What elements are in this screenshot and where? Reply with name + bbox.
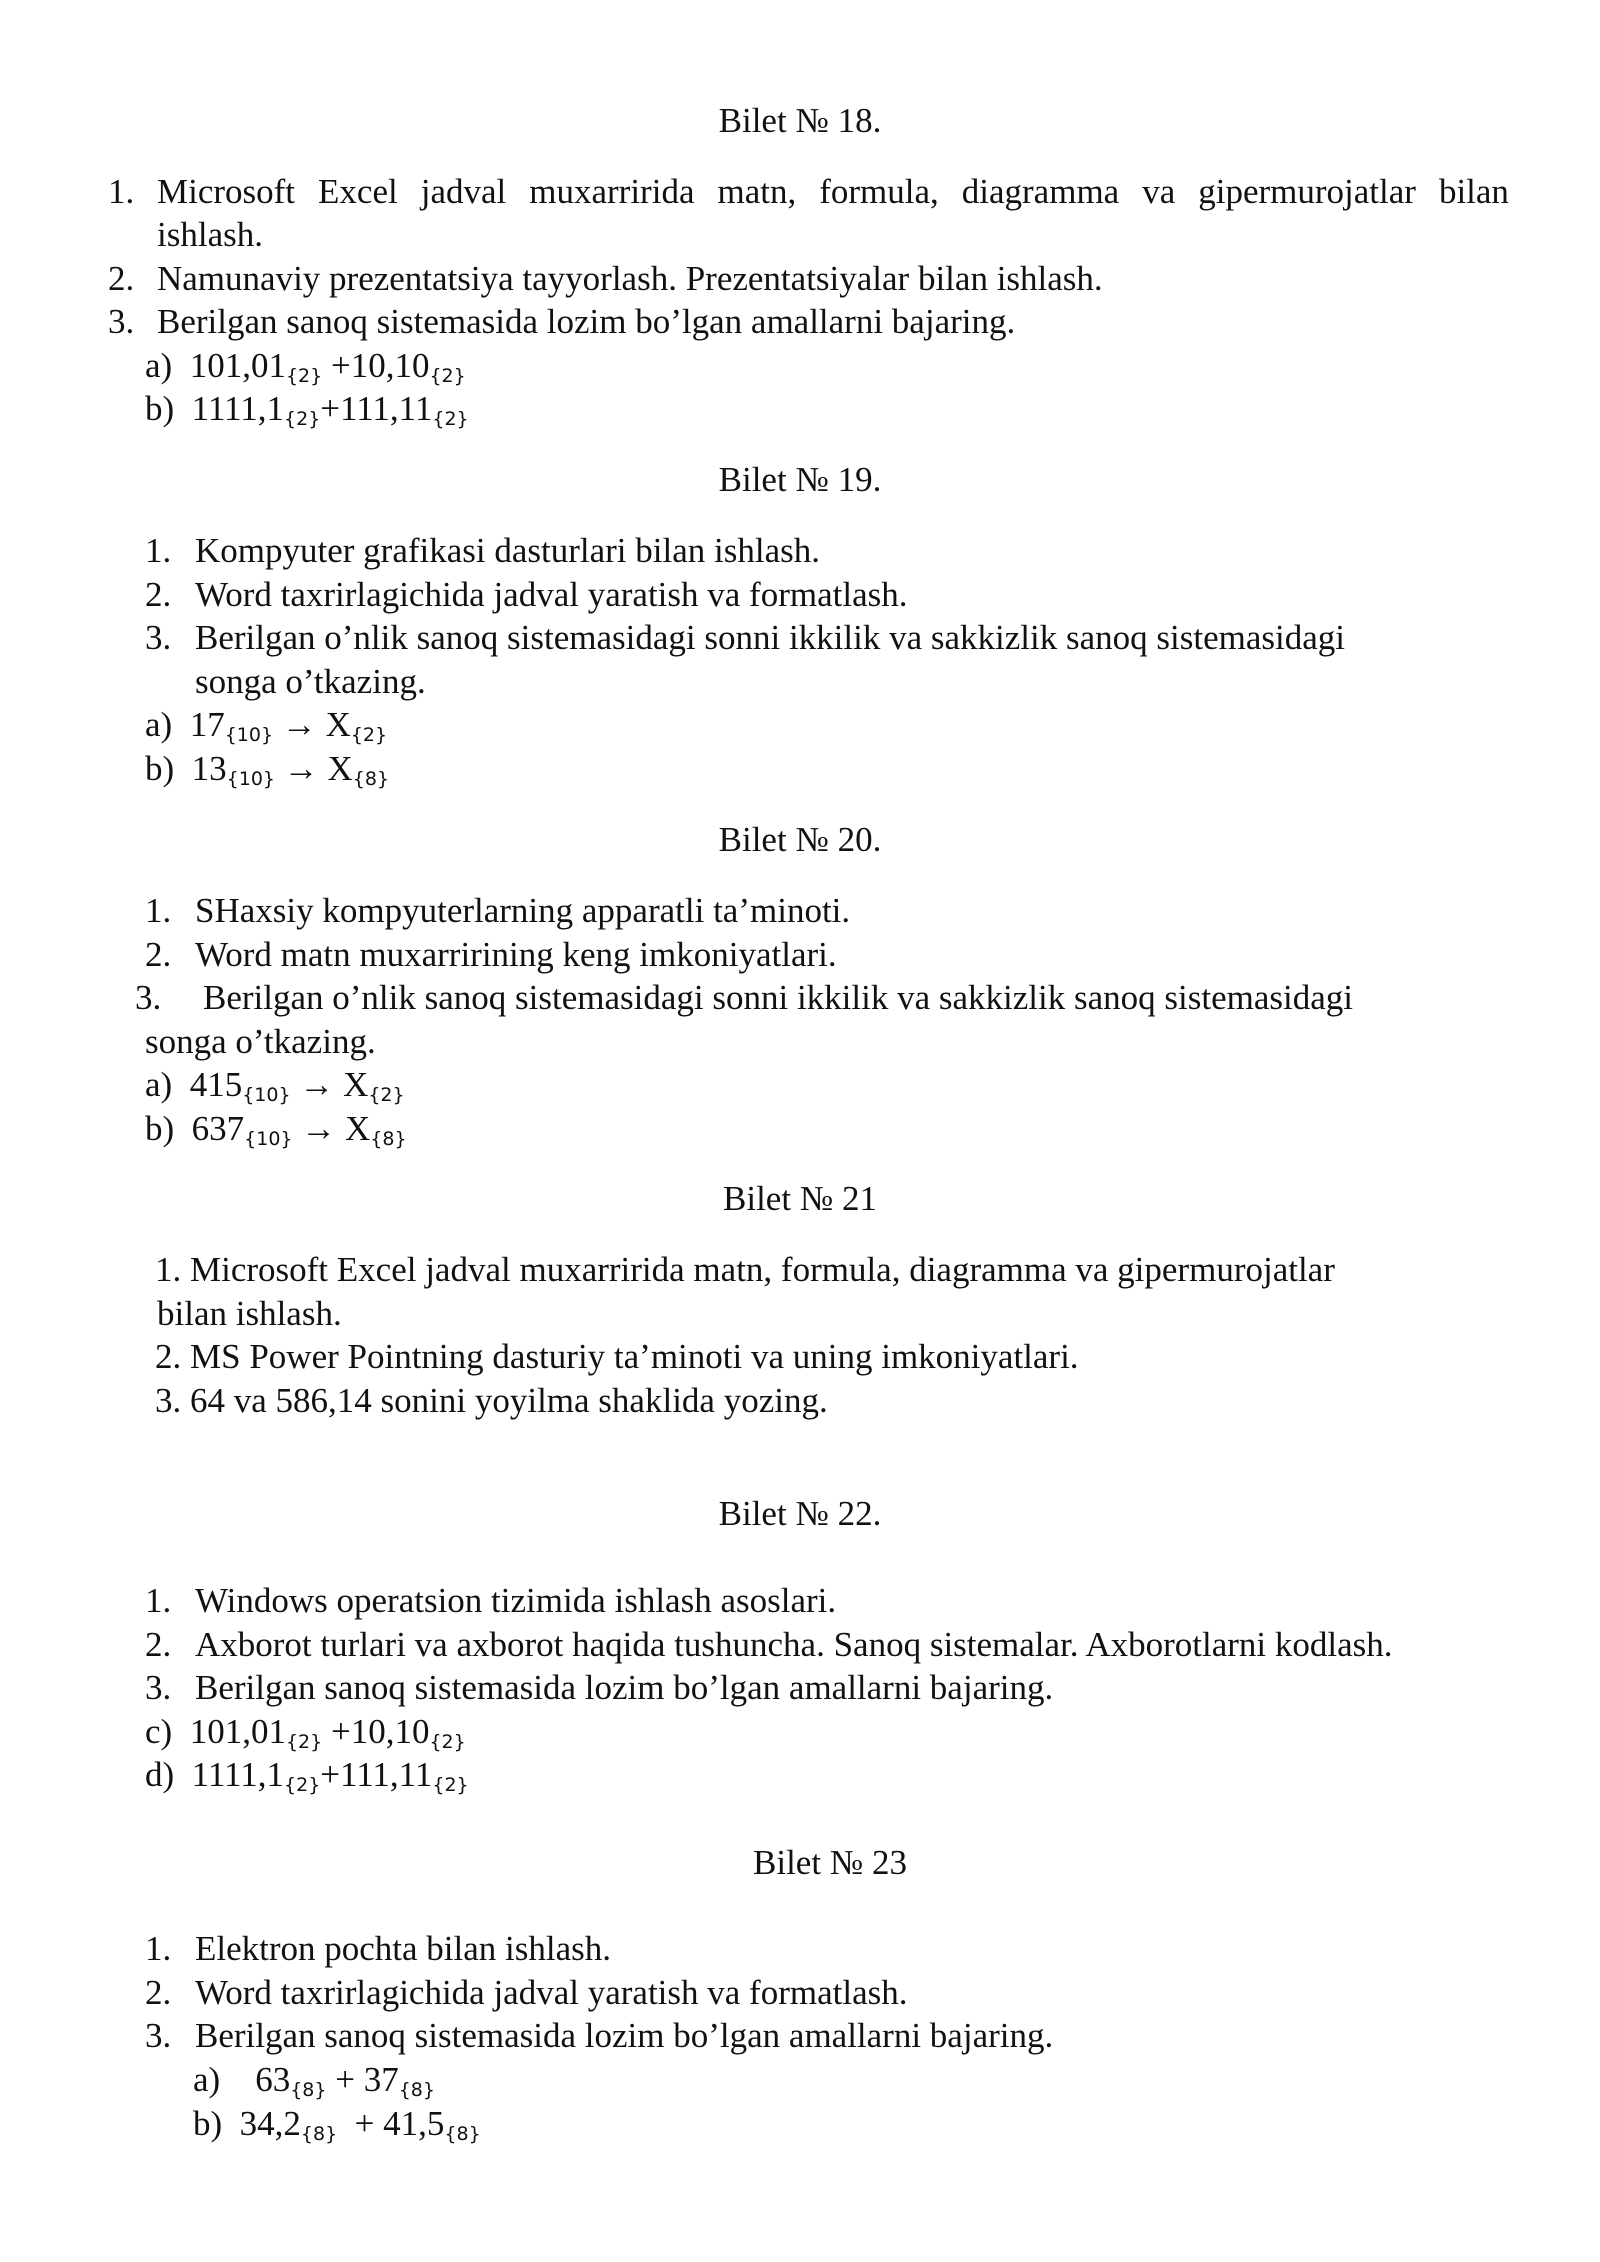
ticket-19-q1-number: 1.: [145, 531, 172, 570]
ticket-18-q3-number: 3.: [108, 302, 135, 341]
ticket-18-option-a: a) $101,01_{\{2\}} +10,10_{\{2\}}$: [145, 346, 466, 387]
ticket-23-title: Bilet № 23: [753, 1843, 907, 1882]
ticket-18-q1-text: [157, 174, 1509, 209]
justified-word: diagramma: [961, 172, 1120, 211]
ticket-20-q3-text: Berilgan o’nlik sanoq sistemasidagi sonni ikkilik va sakkizlik sanoq sistemasidagi: [203, 978, 1353, 1017]
ticket-20-q3-text-cont: songa o’tkazing.: [145, 1022, 376, 1061]
ticket-22-q2-number: 2.: [145, 1625, 172, 1664]
ticket-21-q1-text-cont: bilan ishlash.: [157, 1294, 342, 1333]
justified-word: bilan: [1438, 172, 1509, 211]
ticket-18-option-b: b) $1111,1_{\{2\}}+111,11_{\{2\}}$: [145, 389, 469, 430]
ticket-19-q2-text: Word taxrirlagichida jadval yaratish va formatlash.: [195, 575, 908, 614]
ticket-23-q1-number: 1.: [145, 1929, 172, 1968]
ticket-18-title: Bilet № 18.: [718, 101, 882, 140]
ticket-20-q1-number: 1.: [145, 891, 172, 930]
ticket-22-q2-text: Axborot turlari va axborot haqida tushuncha. Sanoq sistemalar. Axborotlarni kodlash.: [195, 1625, 1393, 1664]
justified-word: muxarririda: [529, 172, 695, 211]
ticket-21-q1-text: 1. Microsoft Excel jadval muxarririda matn, formula, diagramma va gipermurojatlar: [155, 1250, 1335, 1289]
justified-word: Microsoft: [157, 172, 296, 211]
justified-word: matn,: [717, 172, 797, 211]
justified-word: gipermurojatlar: [1198, 172, 1416, 211]
ticket-20-option-a: a) $415_{\{10\}} \to X_{\{2\}}$: [145, 1065, 405, 1106]
ticket-22-q1-text: Windows operatsion tizimida ishlash asoslari.: [195, 1581, 837, 1620]
ticket-20-q2-number: 2.: [145, 935, 172, 974]
ticket-18-q3-text: Berilgan sanoq sistemasida lozim bo’lgan amallarni bajaring.: [157, 302, 1016, 341]
ticket-23-q2-text: Word taxrirlagichida jadval yaratish va formatlash.: [195, 1973, 908, 2012]
ticket-23-option-a: a) $63_{\{8\}} + 37_{\{8\}}$: [193, 2060, 435, 2101]
justified-word: jadval: [420, 172, 507, 211]
ticket-18-q1-text-cont: ishlash.: [157, 215, 263, 254]
ticket-19-q2-number: 2.: [145, 575, 172, 614]
ticket-22-q3-text: Berilgan sanoq sistemasida lozim bo’lgan amallarni bajaring.: [195, 1668, 1054, 1707]
ticket-21-title: Bilet № 21: [723, 1179, 877, 1218]
ticket-22-option-c: c) $101,01_{\{2\}} +10,10_{\{2\}}$: [145, 1712, 466, 1753]
ticket-23-q2-number: 2.: [145, 1973, 172, 2012]
ticket-19-option-a: a) $17_{\{10\}} \to X_{\{2\}}$: [145, 705, 388, 746]
justified-word: Excel: [318, 172, 398, 211]
ticket-20-q3-number: 3.: [135, 978, 162, 1017]
ticket-23-q3-number: 3.: [145, 2016, 172, 2055]
ticket-22-q3-number: 3.: [145, 1668, 172, 1707]
ticket-19-q3-text: Berilgan o’nlik sanoq sistemasidagi sonni ikkilik va sakkizlik sanoq sistemasidagi: [195, 618, 1345, 657]
ticket-18-q2-text: Namunaviy prezentatsiya tayyorlash. Prezentatsiyalar bilan ishlash.: [157, 259, 1103, 298]
justified-word: formula,: [819, 172, 939, 211]
ticket-19-title: Bilet № 19.: [718, 460, 882, 499]
ticket-21-q2-text: 2. MS Power Pointning dasturiy ta’minoti va uning imkoniyatlari.: [155, 1337, 1079, 1376]
ticket-19-q1-text: Kompyuter grafikasi dasturlari bilan ishlash.: [195, 531, 820, 570]
ticket-18-q2-number: 2.: [108, 259, 135, 298]
ticket-23-option-b: b) $34,2_{\{8\}} + 41,5_{\{8\}}$: [193, 2104, 481, 2145]
ticket-22-option-d: d) $1111,1_{\{2\}}+111,11_{\{2\}}$: [145, 1755, 469, 1796]
ticket-19-option-b: b) $13_{\{10\}} \to X_{\{8\}}$: [145, 749, 390, 790]
ticket-18-q1-number: 1.: [108, 172, 135, 211]
ticket-23-q1-text: Elektron pochta bilan ishlash.: [195, 1929, 612, 1968]
ticket-19-q3-text-cont: songa o’tkazing.: [195, 662, 426, 701]
ticket-22-q1-number: 1.: [145, 1581, 172, 1620]
justified-word: va: [1142, 172, 1176, 211]
ticket-21-q3-text: 3. 64 va 586,14 sonini yoyilma shaklida yozing.: [155, 1381, 828, 1420]
ticket-23-q3-text: Berilgan sanoq sistemasida lozim bo’lgan amallarni bajaring.: [195, 2016, 1054, 2055]
ticket-20-title: Bilet № 20.: [718, 820, 882, 859]
ticket-19-q3-number: 3.: [145, 618, 172, 657]
ticket-20-q1-text: SHaxsiy kompyuterlarning apparatli ta’minoti.: [195, 891, 851, 930]
ticket-20-q2-text: Word matn muxarririning keng imkoniyatlari.: [195, 935, 837, 974]
ticket-20-option-b: b) $637_{\{10\}} \to X_{\{8\}}$: [145, 1109, 407, 1150]
ticket-22-title: Bilet № 22.: [718, 1494, 882, 1533]
